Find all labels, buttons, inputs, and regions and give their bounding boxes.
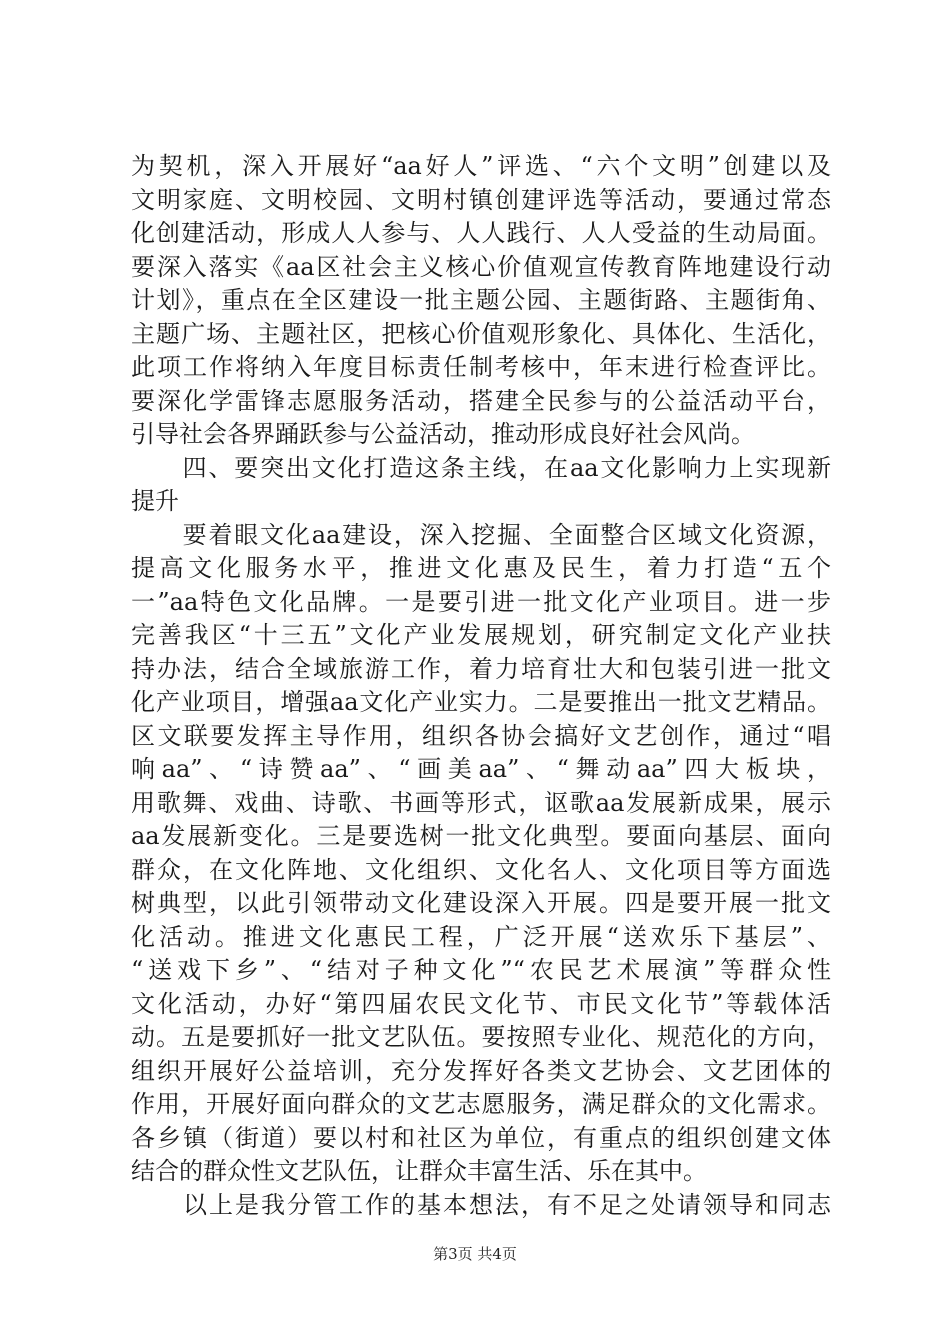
text-line: 作用，开展好面向群众的文艺志愿服务，满足群众的文化需求。 (131, 1090, 831, 1118)
text-line: 一”aa特色文化品牌。一是要引进一批文化产业项目。进一步 (131, 587, 831, 616)
text-line: 提升 (131, 487, 179, 515)
text-line: 持办法，结合全域旅游工作，着力培育壮大和包装引进一批文 (131, 654, 831, 683)
text-line: 此项工作将纳入年度目标责任制考核中，年末进行检查评比。 (131, 353, 831, 381)
text-line: aa发展新变化。三是要选树一批文化典型。要面向基层、面向 (131, 822, 831, 850)
text-line: 文明家庭、文明校园、文明村镇创建评选等活动，要通过常态 (131, 185, 831, 214)
text-line: 化活动。推进文化惠民工程，广泛开展“送欢乐下基层”、 (131, 922, 831, 951)
text-line: 为契机，深入开展好“aa好人”评选、“六个文明”创建以及 (131, 152, 831, 180)
text-line: 动。五是要抓好一批文艺队伍。要按照专业化、规范化的方向， (131, 1023, 831, 1051)
page-number-footer: 第3页 共4页 (433, 1245, 517, 1263)
document-body (131, 150, 831, 1222)
text-line: 完善我区“十三五”文化产业发展规划，研究制定文化产业扶 (131, 621, 831, 649)
text-line: 响aa”、“诗赞aa”、“画美aa”、“舞动aa”四大板块， (131, 755, 831, 783)
text-line: 各乡镇（街道）要以村和社区为单位，有重点的组织创建文体 (131, 1123, 831, 1152)
text-line: 组织开展好公益培训，充分发挥好各类文艺协会、文艺团体的 (131, 1056, 831, 1085)
text-line: 要深入落实《aa区社会主义核心价值观宣传教育阵地建设行动 (131, 252, 831, 281)
text-line: 结合的群众性文艺队伍，让群众丰富生活、乐在其中。 (131, 1157, 707, 1185)
text-line: 要着眼文化aa建设，深入挖掘、全面整合区域文化资源， (131, 520, 831, 549)
text-line: 群众，在文化阵地、文化组织、文化名人、文化项目等方面选 (131, 855, 831, 884)
text-line: 化产业项目，增强aa文化产业实力。二是要推出一批文艺精品。 (131, 688, 831, 716)
text-line: 用歌舞、戏曲、诗歌、书画等形式，讴歌aa发展新成果，展示 (131, 788, 831, 817)
text-line: 以上是我分管工作的基本想法，有不足之处请领导和同志 (131, 1190, 831, 1219)
text-line: 树典型，以此引领带动文化建设深入开展。四是要开展一批文 (131, 889, 831, 917)
text-line: 提高文化服务水平，推进文化惠及民生，着力打造“五个 (131, 554, 831, 582)
text-line: 文化活动，办好“第四届农民文化节、市民文化节”等载体活 (131, 989, 831, 1018)
text-line: “送戏下乡”、“结对子种文化”“农民艺术展演”等群众性 (131, 956, 831, 984)
text-line: 化创建活动，形成人人参与、人人践行、人人受益的生动局面。 (131, 219, 831, 247)
text-line: 要深化学雷锋志愿服务活动，搭建全民参与的公益活动平台， (131, 386, 831, 415)
text-line: 四、要突出文化打造这条主线，在aa文化影响力上实现新 (131, 453, 831, 482)
text-line: 主题广场、主题社区，把核心价值观形象化、具体化、生活化， (131, 319, 831, 348)
text-line: 区文联要发挥主导作用，组织各协会搞好文艺创作，通过“唱 (131, 721, 831, 750)
text-line: 计划》，重点在全区建设一批主题公园、主题街路、主题街角、 (131, 286, 831, 314)
text-line: 引导社会各界踊跃参与公益活动，推动形成良好社会风尚。 (131, 420, 755, 448)
